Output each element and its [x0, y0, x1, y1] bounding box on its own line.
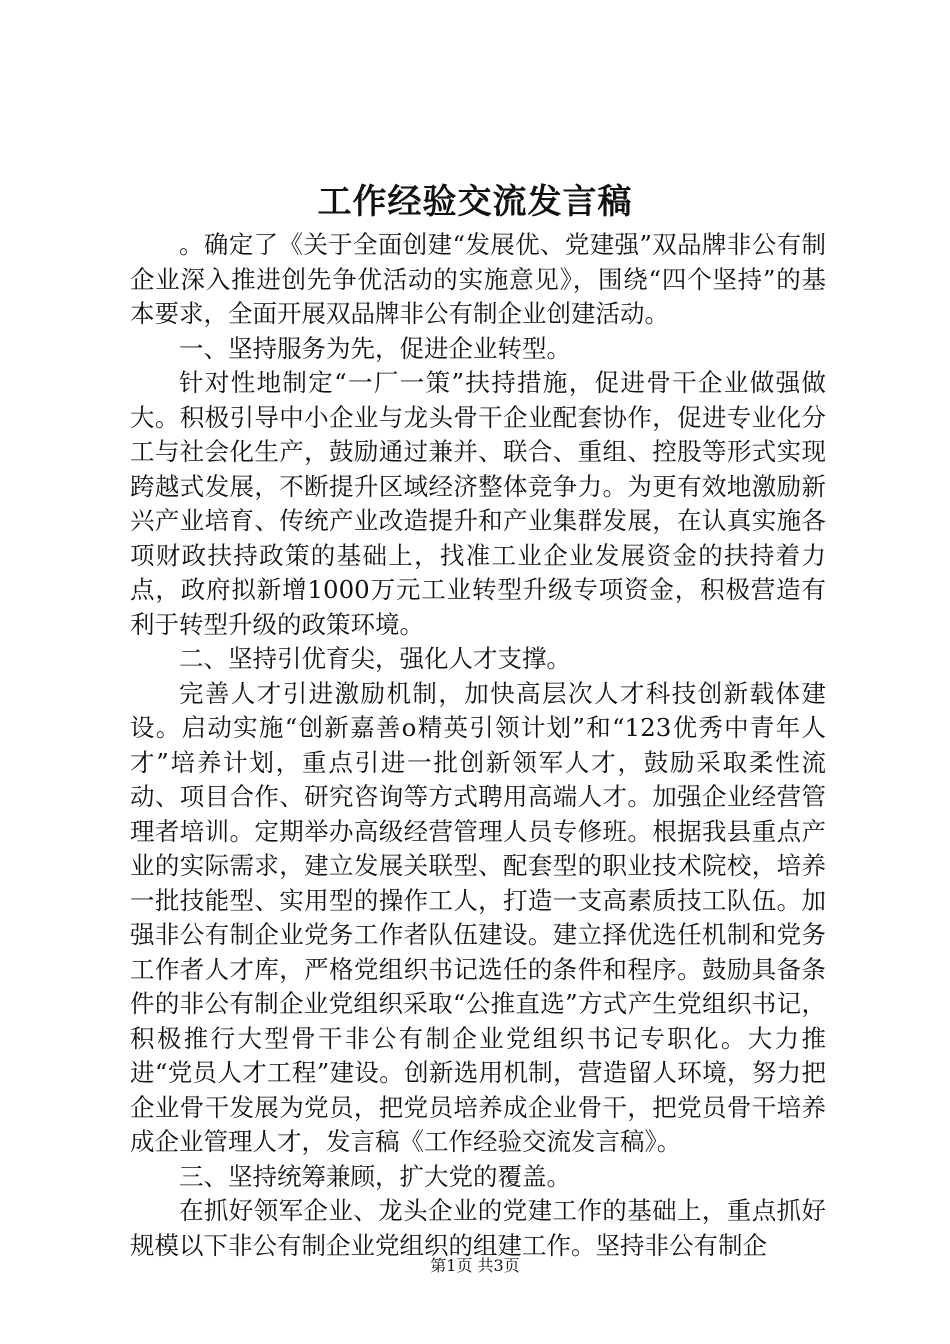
paragraph-intro: 。确定了《关于全面创建“发展优、党建强”双品牌非公有制企业深入推进创先争优活动的实施意见》，围绕“四个坚持”的基本要求，全面开展双品牌非公有制企业创建活动。 — [130, 230, 826, 328]
section-heading-2: 二、坚持引优育尖，强化人才支撑。 — [179, 644, 571, 673]
section-heading-1: 一、坚持服务为先，促进企业转型。 — [179, 333, 571, 363]
paragraph-section-3: 在抓好领军企业、龙头企业的党建工作的基础上，重点抓好规模以下非公有制企业党组织的组建工作。坚持非公有制企 — [130, 1196, 826, 1260]
paragraph-section-2: 完善人才引进激励机制，加快高层次人才科技创新载体建设。启动实施“创新嘉善o精英引领计划”和“123优秀中青年人才”培养计划，重点引进一批创新领军人才，鼓励采取柔性流动、项目合作、研究咨询等方式聘用高端人才。加强企业经营管理者培训。定期举办高级经营管理人员专修班。根据我县重点产业的实际需求，建立发展关联型、配套型的职业技术院校，培养一批技能型、实用型的操作工人，打造一支高素质技工队伍。加强非公有制企业党务工作者队伍建设。建立择优选任机制和党务工作者人才库，严格党组织书记选任的条件和程序。鼓励具备条件的非公有制企业党组织采取“公推直选”方式产生党组织书记，积极推行大型骨干非公有制企业党组织书记专职化。大力推进“党员人才工程”建设。创新选用机制，营造留人环境，努力把企业骨干发展为党员，把党员培养成企业骨干，把党员骨干培养成企业管理人才，发言稿《工作经验交流发言稿》。 — [130, 678, 826, 1156]
section-heading-3: 三、坚持统筹兼顾，扩大党的覆盖。 — [179, 1161, 571, 1191]
document-body — [130, 228, 826, 1263]
paragraph-section-1: 针对性地制定“一厂一策”扶持措施，促进骨干企业做强做大。积极引导中小企业与龙头骨干企业配套协作，促进专业化分工与社会化生产，鼓励通过兼并、联合、重组、控股等形式实现跨越式发展，不断提升区域经济整体竞争力。为更有效地激励新兴产业培育、传统产业改造提升和产业集群发展，在认真实施各项财政扶持政策的基础上，找准工业企业发展资金的扶持着力点，政府拟新增1000万元工业转型升级专项资金，积极营造有利于转型升级的政策环境。 — [130, 368, 826, 639]
document-title: 工作经验交流发言稿 — [317, 182, 633, 222]
page-number-footer: 第1页 共3页 — [430, 1256, 520, 1275]
